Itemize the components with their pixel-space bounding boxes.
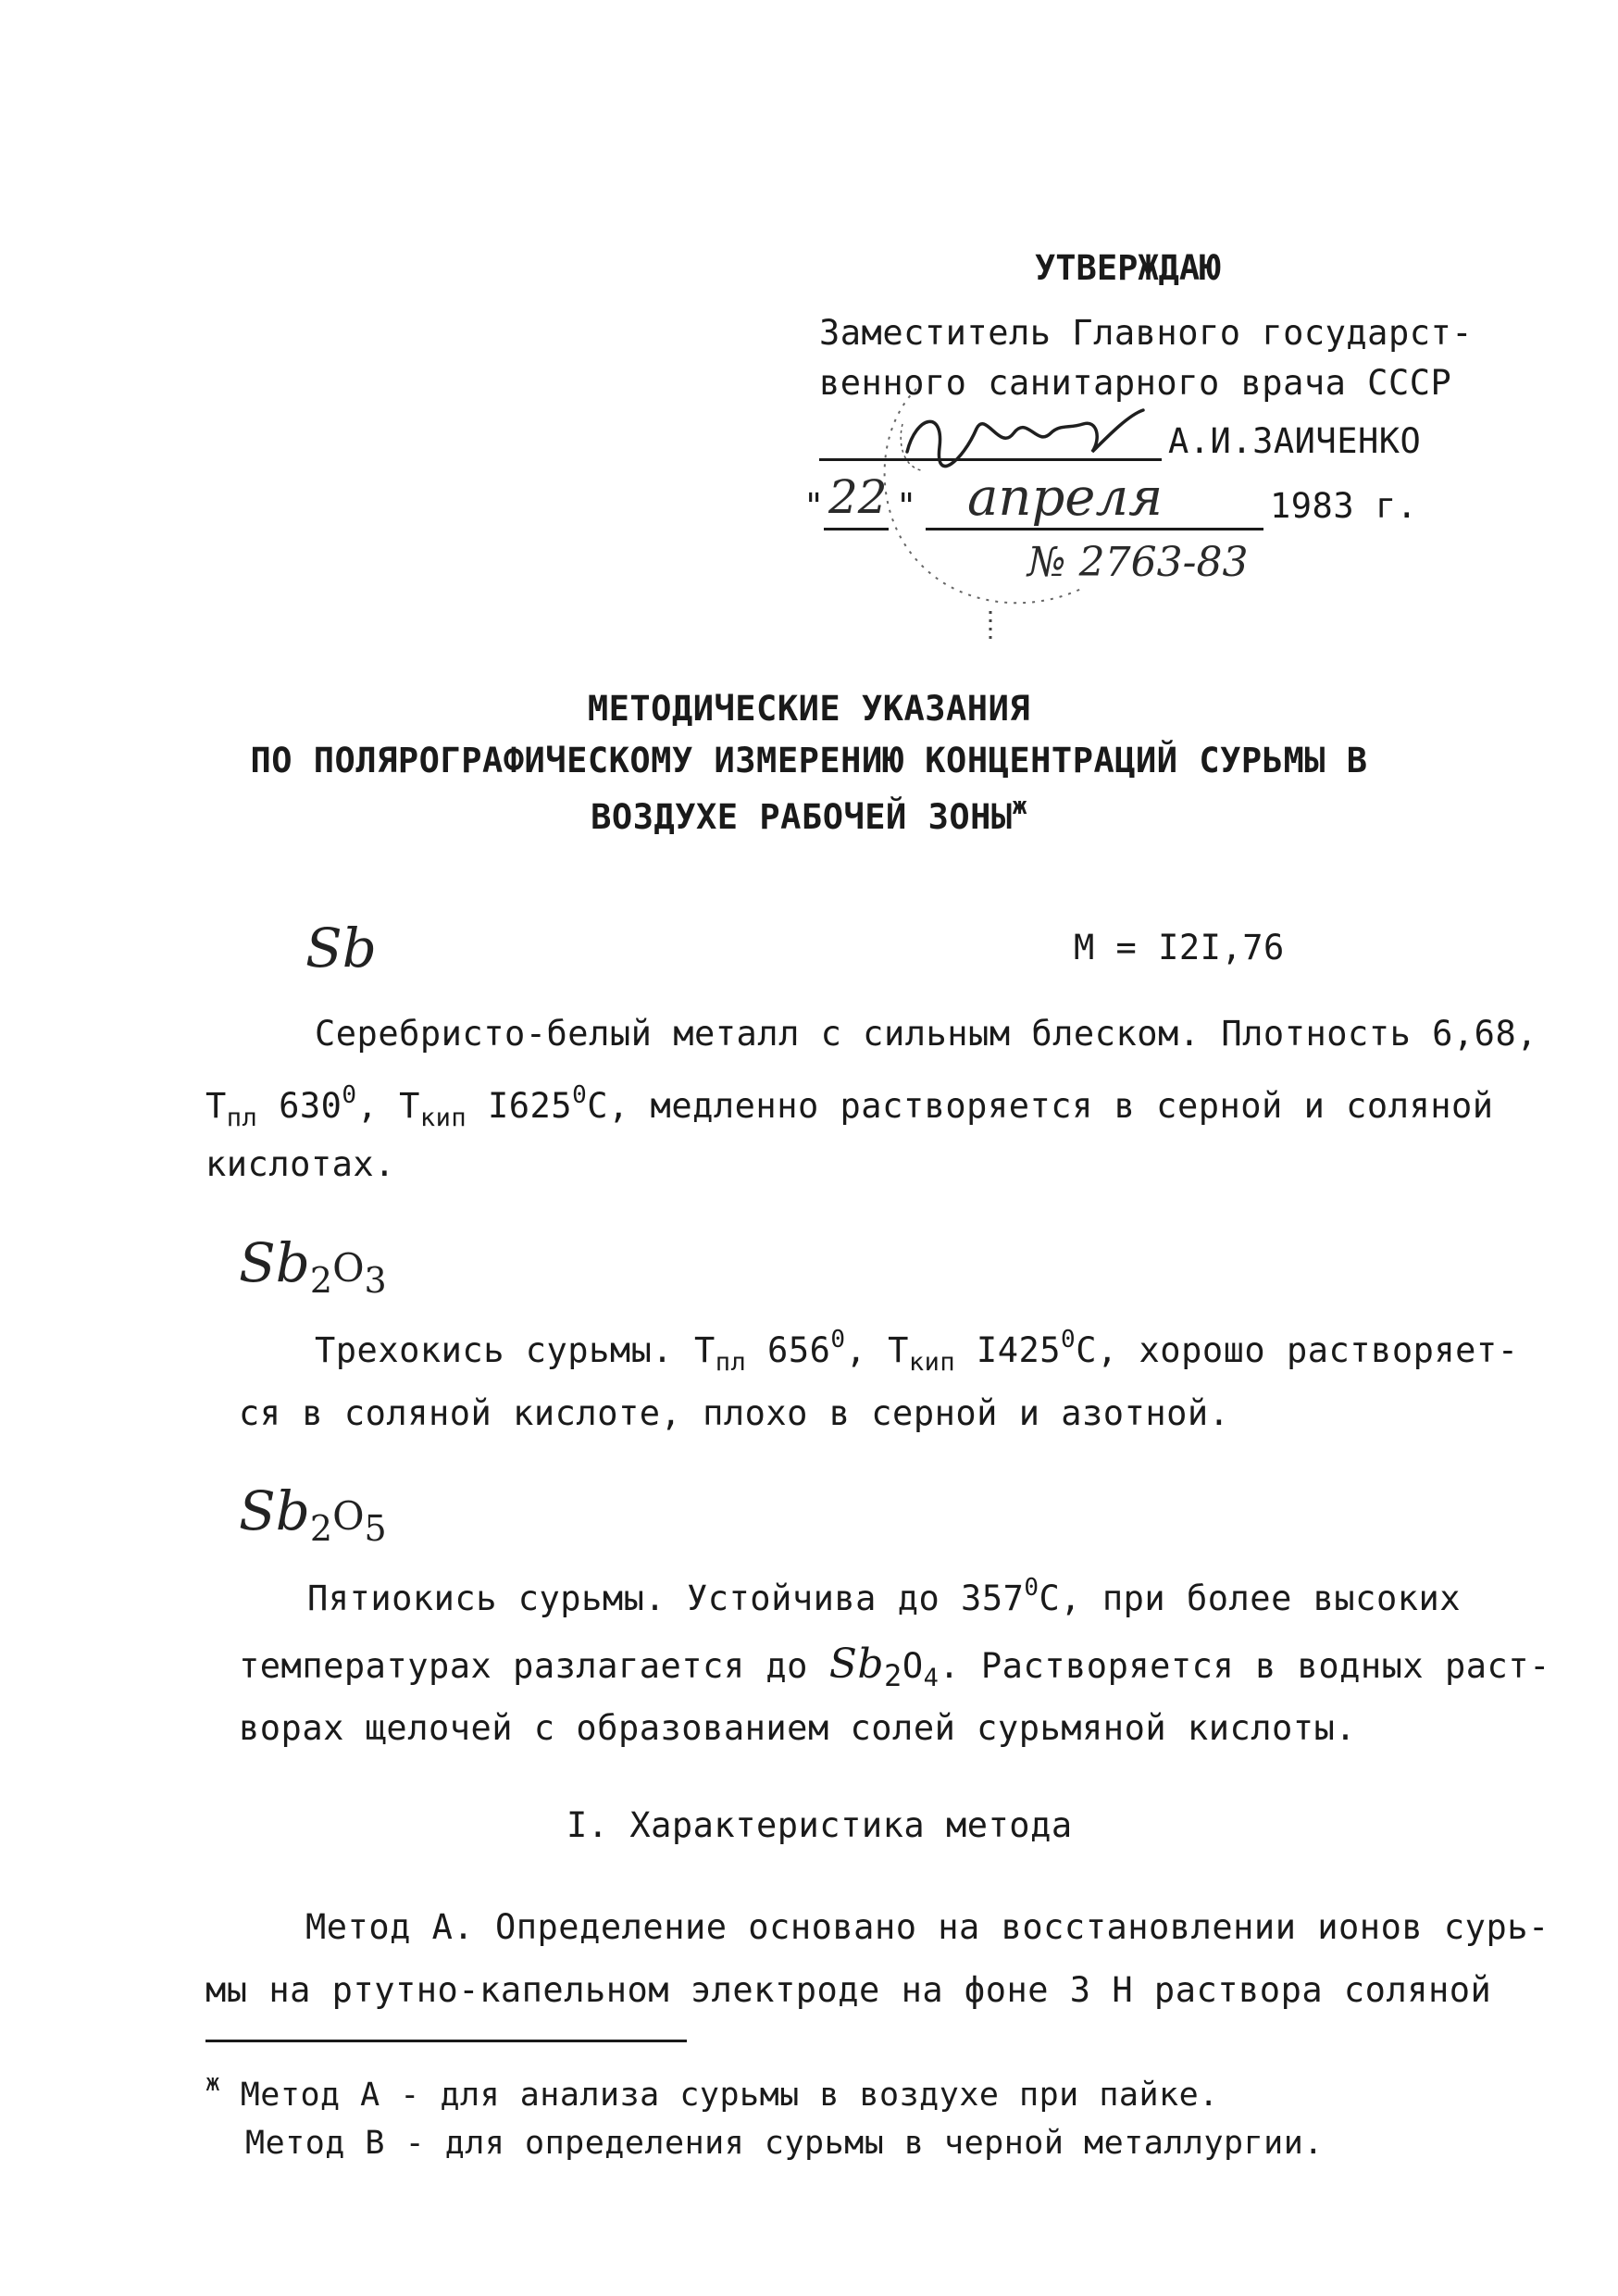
footnote-rule	[205, 2040, 687, 2042]
title-line2: ПО ПОЛЯРОГРАФИЧЕСКОМУ ИЗМЕРЕНИЮ КОНЦЕНТРАЦИЙ СУРЬМЫ В	[250, 741, 1368, 780]
title-footnote-mark: ж	[1012, 792, 1027, 820]
formula-sb2o3: $Sb_2O_3$	[239, 1231, 387, 1301]
title-line3-text: ВОЗДУХЕ РАБОЧЕЙ ЗОНЫ	[591, 797, 1013, 837]
approval-position-line1: Заместитель Главного государст-	[819, 313, 1474, 353]
substance2-line2: ся в соляной кислоте, плохо в серной и азотной.	[239, 1393, 1230, 1433]
date-day: 22	[828, 470, 888, 524]
title-line1: МЕТОДИЧЕСКИЕ УКАЗАНИЯ	[587, 689, 1031, 729]
footnote-line2: Метод В - для определения сурьмы в черной металлургии.	[245, 2125, 1324, 2162]
title-line3	[0, 792, 1618, 837]
registration-number: № 2763-83	[1027, 539, 1249, 586]
substance3-line2: температурах разлагается до $Sb_2O_4$. Растворяется в водных раст-	[239, 1641, 1550, 1693]
substance2-line1: Трехокись сурьмы. $Т_{пл}$ $656^0$, $Т_{кип}$ $I425^0С$, хорошо растворяет-	[315, 1326, 1519, 1377]
formula-sb2o5: $Sb_2O_5$	[239, 1479, 387, 1549]
substance1-desc-line3: кислотах.	[205, 1144, 395, 1184]
substance3-line1: Пятиокись сурьмы. Устойчива до $357^0С$, при более высоких	[307, 1574, 1462, 1618]
section1-heading: I. Характеристика метода	[566, 1805, 1073, 1845]
molar-mass: М = I2I,76	[1074, 928, 1285, 967]
approval-position-line2: венного санитарного врача СССР	[819, 363, 1452, 403]
approval-heading: УТВЕРЖДАЮ	[1035, 248, 1221, 288]
approval-name: А.И.ЗАИЧЕНКО	[1168, 421, 1422, 461]
footnote-line1: $^ж$ Метод А - для анализа сурьмы в воздухе при пайке.	[205, 2069, 1219, 2114]
stamp-icon	[861, 352, 1213, 648]
date-quote-open: "	[803, 486, 825, 526]
section1-line2: мы на ртутно-капельном электроде на фоне 3 Н раствора соляной	[205, 1970, 1492, 2010]
substance1-desc-line2: $Т_{пл}$ $630^0$, $Т_{кип}$ $I625^0С$, медленно растворяется в серной и соляной	[205, 1081, 1494, 1132]
date-quote-close: "	[896, 486, 917, 526]
formula-sb: Sb	[305, 917, 377, 980]
substance1-desc-line1: Серебристо-белый металл с сильным блеском. Плотность 6,68,	[315, 1014, 1538, 1054]
date-year: 1983 г.	[1270, 486, 1418, 526]
section1-line1: Метод А. Определение основано на восстановлении ионов сурь-	[305, 1907, 1550, 1947]
substance3-line3: ворах щелочей с образованием солей сурьмяной кислоты.	[239, 1708, 1357, 1748]
date-month: апреля	[967, 468, 1164, 528]
